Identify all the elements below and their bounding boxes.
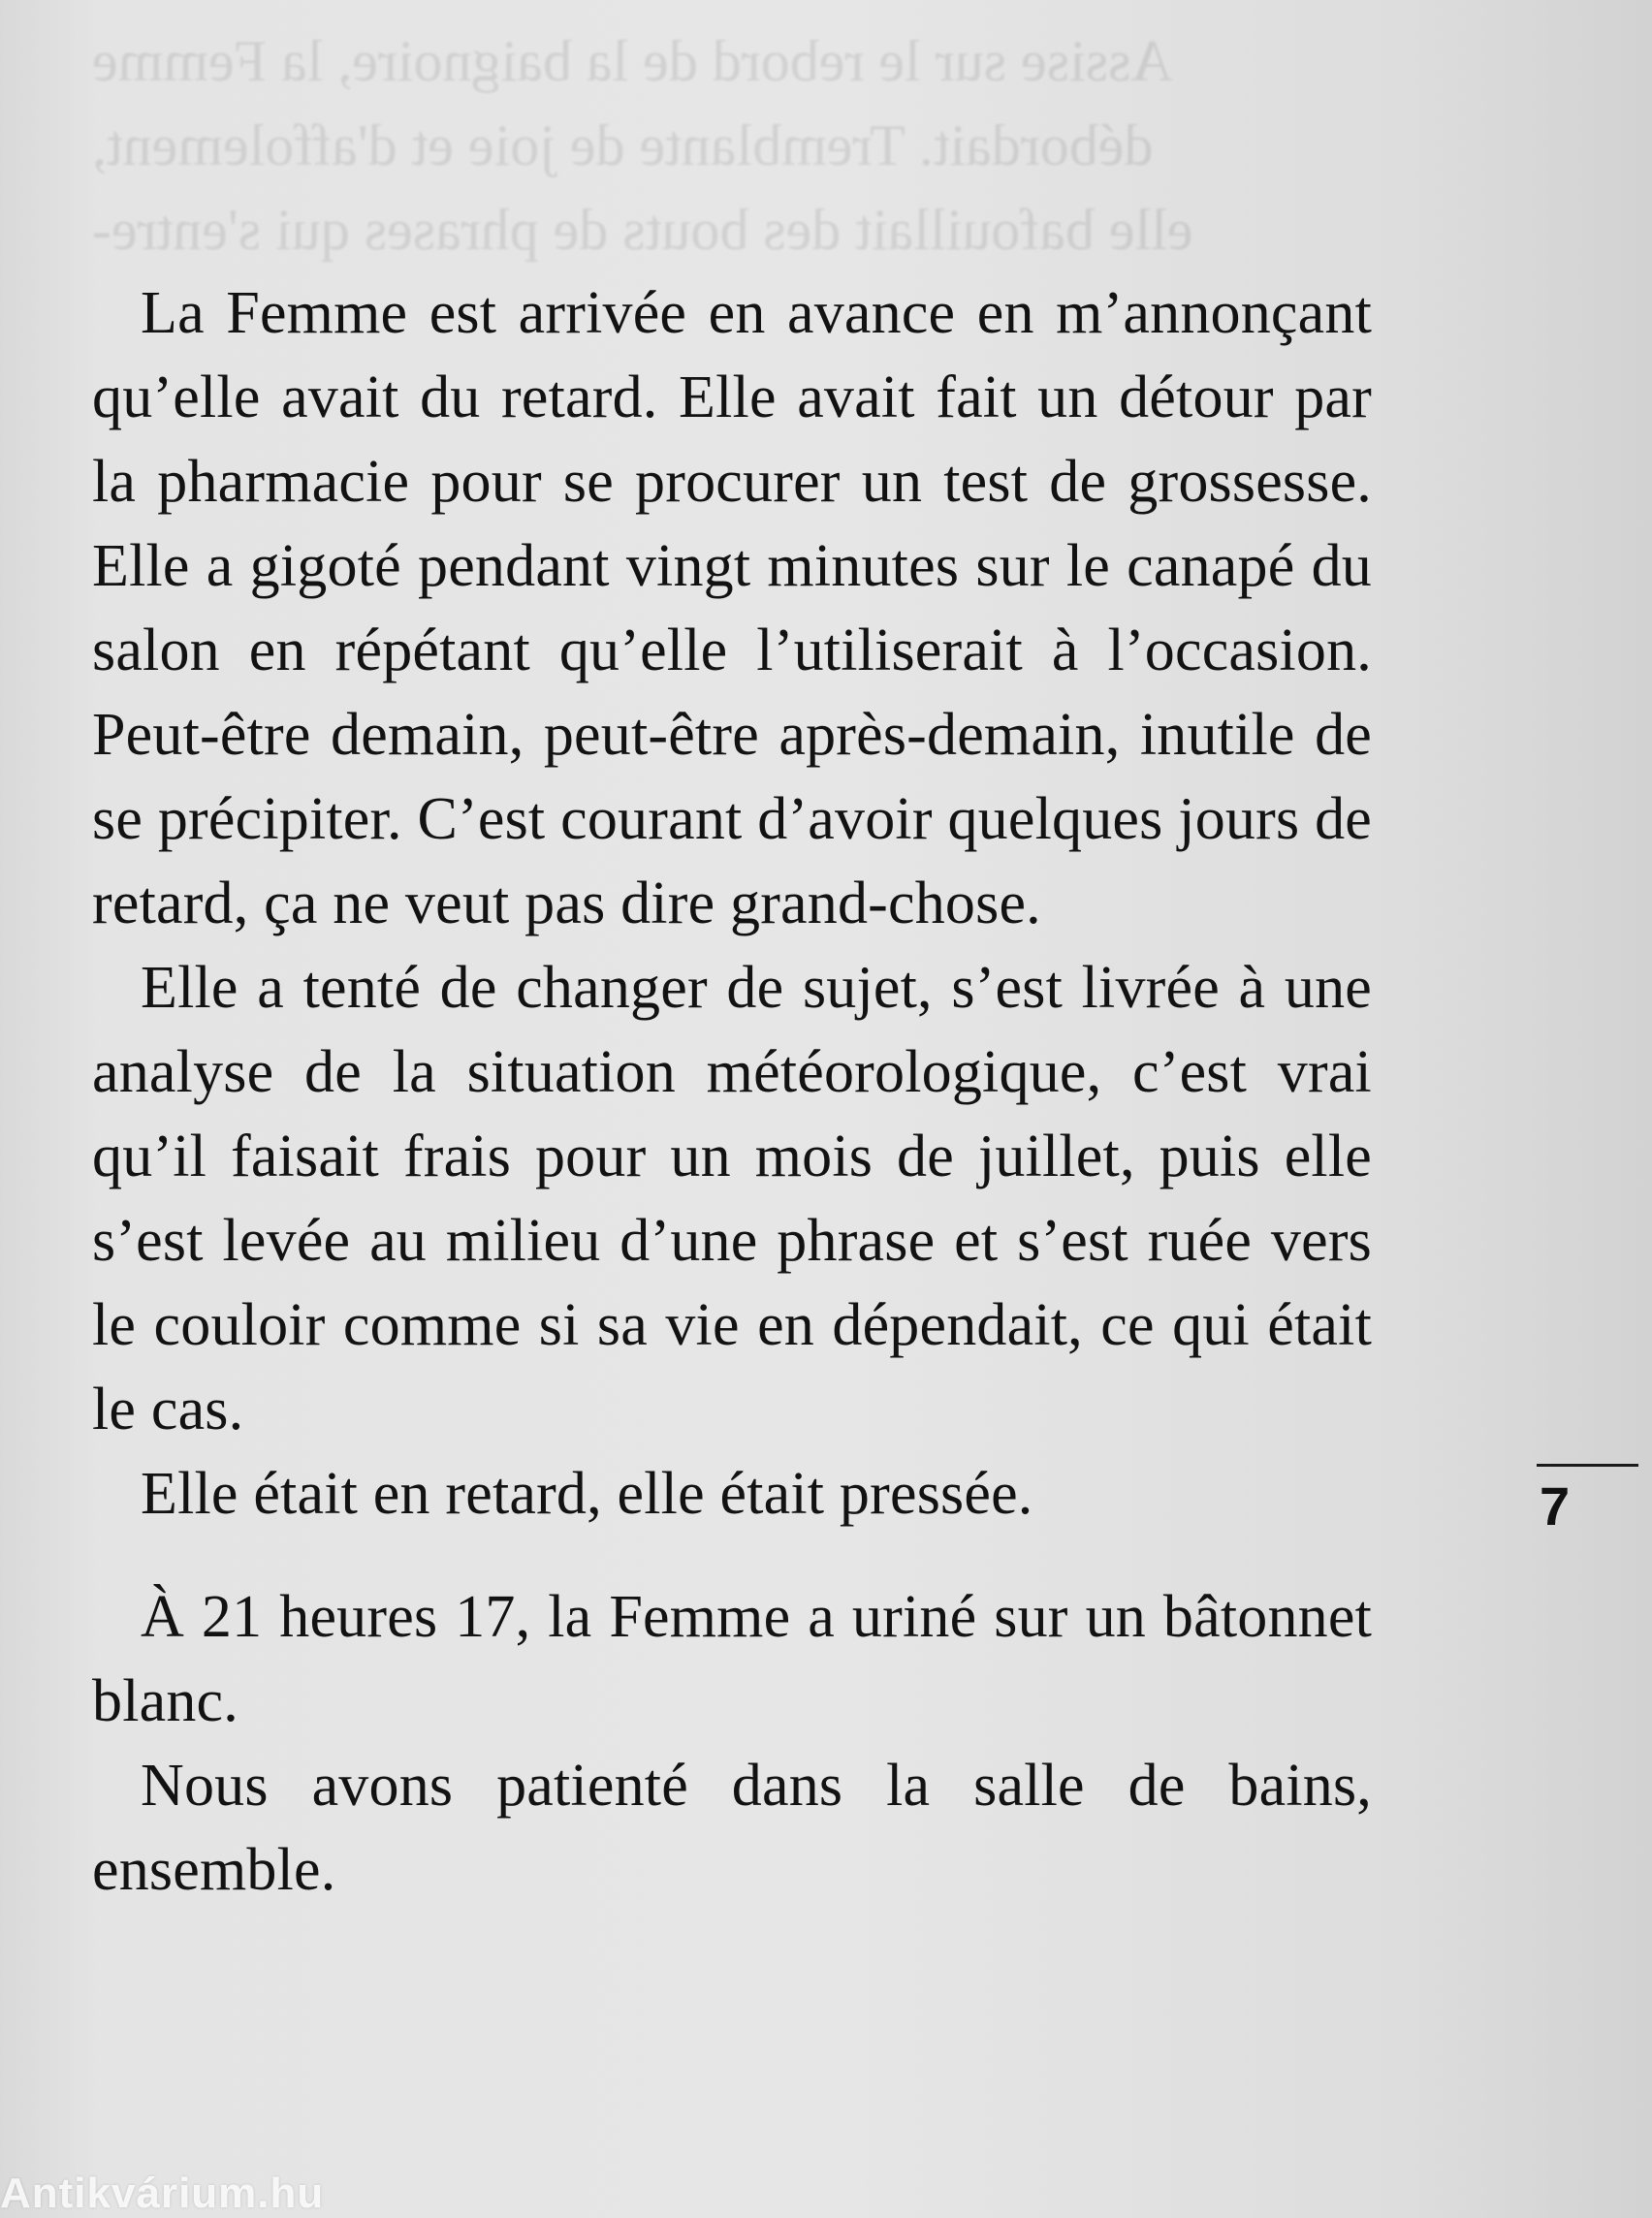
paragraph: À 21 heures 17, la Femme a uriné sur un bâtonnet blanc. bbox=[92, 1584, 1372, 1734]
watermark: Antikvárium.hu bbox=[0, 2170, 325, 2217]
paragraph: Elle était en retard, elle était pressée. bbox=[141, 1461, 1033, 1527]
bleed-line: débordait. Tremblante de joie et d'affolement, bbox=[92, 113, 1154, 177]
paragraph: Elle a tenté de changer de sujet, s’est livrée à une analyse de la situation météorologique, c’est vrai qu’il faisait frais pour un mois de juillet, puis elle s’est levée au milieu d’une phrase et s’est ruée vers le couloir comme si sa vie en dépendait, ce qui était le cas. bbox=[92, 955, 1372, 1442]
bleed-line: Assise sur le rebord de la baignoire, la Femme bbox=[92, 29, 1173, 93]
page-number: 7 bbox=[1540, 1475, 1571, 1537]
section-gap bbox=[92, 1537, 1372, 1575]
page-number-rule bbox=[1537, 1464, 1638, 1467]
paragraph: La Femme est arrivée en avance en m’annonçant qu’elle avait du retard. Elle avait fait un détour par la pharmacie pour se procurer un test de grossesse. Elle a gigoté pendant vingt minutes sur le canapé du salon en répétant qu’elle l’utiliserait à l’occasion. Peut-être demain, peut-être après-demain, inutile de se précipiter. C’est courant d’avoir quelques jours de retard, ça ne veut pas dire grand-chose. bbox=[92, 280, 1372, 936]
body-text bbox=[92, 271, 1372, 1913]
bleed-line: elle bafouillait des bouts de phrases qui s'entre- bbox=[92, 198, 1193, 262]
paragraph: Nous avons patienté dans la salle de bains, ensemble. bbox=[92, 1753, 1372, 1903]
bleed-through-text bbox=[92, 19, 1357, 272]
